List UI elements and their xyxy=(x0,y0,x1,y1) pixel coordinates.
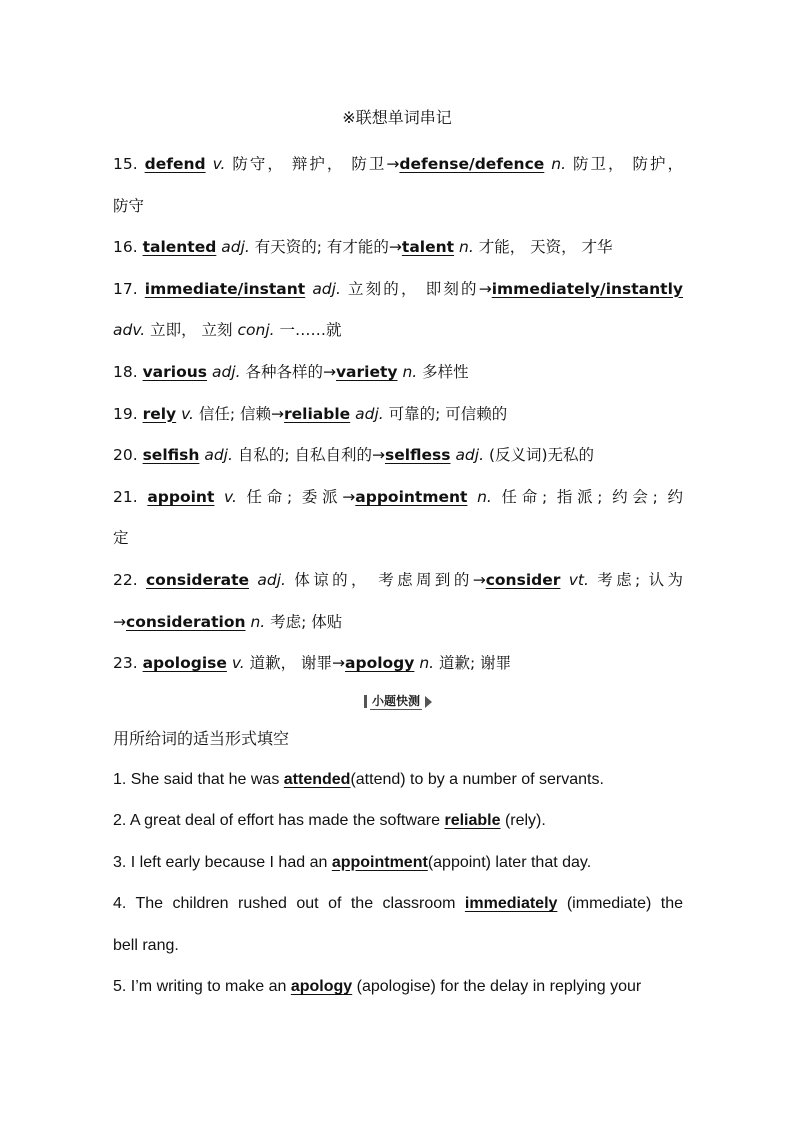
vocab-entry-line xyxy=(113,269,683,311)
part-of-speech: v. xyxy=(212,155,226,173)
answer-word: various xyxy=(142,362,208,381)
answer-word: talented xyxy=(142,238,217,257)
part-of-speech: n. xyxy=(402,362,418,381)
text-segment: 一……就 xyxy=(274,321,342,340)
answer-word: selfish xyxy=(142,446,200,465)
section-heading: ※联想单词串记 xyxy=(342,108,452,127)
part-of-speech: n. xyxy=(551,155,567,173)
answer-word: appointment xyxy=(331,853,428,871)
text-segment: 防守， 辩护， 防卫→ xyxy=(225,155,400,173)
part-of-speech: adj. xyxy=(312,279,341,298)
text-segment: 4. The children rushed out of the classroom xyxy=(113,895,465,913)
answer-word: consideration xyxy=(126,612,246,631)
text-segment: 23. xyxy=(113,654,143,673)
text-segment: 5. I’m writing to make an xyxy=(113,978,291,996)
text-segment: 才能， 天资， 才华 xyxy=(473,238,613,257)
vocab-entry xyxy=(113,435,683,477)
text-segment xyxy=(467,488,477,506)
vocab-entry xyxy=(113,394,683,436)
part-of-speech: v. xyxy=(181,404,194,423)
text-segment xyxy=(560,571,568,589)
text-segment: 考虑; 体贴 xyxy=(265,612,343,631)
exercise-item xyxy=(113,759,683,801)
text-segment: 体谅的， 考虑周到的→ xyxy=(285,570,486,589)
answer-word: appointment xyxy=(355,487,468,506)
vocab-entry-line xyxy=(113,643,683,685)
text-segment: 防守 xyxy=(113,196,145,215)
part-of-speech: conj. xyxy=(237,321,275,340)
text-segment: 立即， 立刻 xyxy=(145,321,238,340)
text-segment: (apologise) for the delay in replying your xyxy=(352,978,642,996)
part-of-speech: n. xyxy=(477,487,492,506)
exercise-item-line xyxy=(113,800,683,842)
vocab-entry xyxy=(113,144,683,227)
vocab-entry-line xyxy=(113,602,683,644)
part-of-speech: v. xyxy=(231,654,245,673)
vocab-entry xyxy=(113,269,683,352)
exercise-item xyxy=(113,883,683,966)
text-segment: 任命; 指派; 约会; 约 xyxy=(491,487,683,506)
part-of-speech: adj. xyxy=(221,238,250,257)
part-of-speech: adj. xyxy=(455,446,485,465)
vocab-entry-line xyxy=(113,435,683,477)
answer-word: attended xyxy=(283,770,351,788)
text-segment: 22. xyxy=(113,570,146,589)
text-segment: 20. xyxy=(113,446,143,465)
exercise-item-line xyxy=(113,925,683,967)
exercise-item xyxy=(113,966,683,1008)
text-segment: 立刻的， 即刻的→ xyxy=(340,279,492,298)
answer-word: rely xyxy=(142,404,177,423)
text-segment: (rely). xyxy=(500,812,546,830)
exercise-item xyxy=(113,842,683,884)
vocab-entry-line xyxy=(113,394,683,436)
text-segment: 21. xyxy=(113,487,148,506)
text-segment: 考虑; 认为 xyxy=(588,570,684,589)
quiz-badge-row xyxy=(113,685,683,719)
vocab-entry xyxy=(113,560,683,643)
vocab-entry-line xyxy=(113,227,683,269)
exercise-instruction: 用所给词的适当形式填空 xyxy=(113,728,290,748)
text-segment: 防卫， 防护， xyxy=(566,155,684,173)
answer-word: variety xyxy=(335,362,398,381)
text-segment: 3. I left early because I had an xyxy=(113,853,332,871)
part-of-speech: adj. xyxy=(257,570,286,589)
exercise-item xyxy=(113,800,683,842)
badge-arrow-icon xyxy=(425,696,432,708)
content-column xyxy=(113,144,683,1008)
part-of-speech: n. xyxy=(250,612,266,631)
part-of-speech: adj. xyxy=(355,404,384,423)
text-segment xyxy=(206,155,213,173)
answer-word: talent xyxy=(401,238,455,257)
text-segment: 任命; 委派→ xyxy=(236,487,356,506)
text-segment: 16. xyxy=(113,238,143,257)
vocab-entry-line xyxy=(113,477,683,519)
quiz-badge-label: 小题快测 xyxy=(371,693,420,708)
answer-word: defense/defence xyxy=(399,155,545,173)
answer-word: reliable xyxy=(444,812,501,830)
vocab-entry-line xyxy=(113,144,683,186)
quiz-badge xyxy=(364,694,432,710)
answer-word: considerate xyxy=(145,570,250,589)
text-segment: 17. xyxy=(113,279,145,298)
text-segment: 有天资的; 有才能的→ xyxy=(249,238,402,257)
text-segment: 19. xyxy=(113,404,143,423)
vocab-entry-line xyxy=(113,310,683,352)
part-of-speech: adj. xyxy=(204,446,233,465)
exercise-item-line xyxy=(113,883,683,925)
answer-word: immediately/instantly xyxy=(491,279,684,298)
vocab-entry-line xyxy=(113,186,683,228)
badge-bar-icon xyxy=(364,695,367,708)
answer-word: reliable xyxy=(284,404,351,423)
text-segment: 可靠的; 可信赖的 xyxy=(383,404,508,423)
part-of-speech: n. xyxy=(459,238,474,257)
answer-word: defend xyxy=(144,155,206,173)
exercise-item-line xyxy=(113,966,683,1008)
vocab-entry xyxy=(113,352,683,394)
part-of-speech: adj. xyxy=(211,362,241,381)
vocab-entry-line xyxy=(113,518,683,560)
vocab-list xyxy=(113,144,683,685)
text-segment: (appoint) later that day. xyxy=(427,853,592,871)
text-segment: 各种各样的→ xyxy=(240,362,336,381)
part-of-speech: adv. xyxy=(113,321,146,340)
exercise-item-line xyxy=(113,842,683,884)
answer-word: immediately xyxy=(464,895,558,913)
text-segment: 1. She said that he was xyxy=(113,770,284,788)
answer-word: apology xyxy=(345,654,415,673)
text-segment: 18. xyxy=(113,362,143,381)
vocab-entry-line xyxy=(113,560,683,602)
text-segment: (反义词)无私的 xyxy=(484,446,595,465)
text-segment: bell rang. xyxy=(113,936,179,954)
text-segment: 15. xyxy=(113,155,145,173)
text-segment: (immediate) the xyxy=(557,895,684,913)
answer-word: consider xyxy=(485,570,561,589)
text-segment: 2. A great deal of effort has made the software xyxy=(113,812,445,830)
exercise-list xyxy=(113,759,683,1008)
text-segment: 自私的; 自私自利的→ xyxy=(232,446,385,465)
part-of-speech: vt. xyxy=(568,570,589,589)
exercise-item-line xyxy=(113,759,683,801)
part-of-speech: v. xyxy=(224,487,237,506)
vocab-entry xyxy=(113,643,683,685)
answer-word: appoint xyxy=(147,487,215,506)
text-segment: 信任; 信赖→ xyxy=(193,404,285,423)
text-segment: 定 xyxy=(113,529,129,548)
answer-word: selfless xyxy=(384,446,451,465)
text-segment xyxy=(214,488,224,506)
answer-word: immediate/instant xyxy=(144,279,306,298)
answer-word: apology xyxy=(290,978,353,996)
text-segment: 道歉; 谢罪 xyxy=(434,654,512,673)
text-segment: (attend) to by a number of servants. xyxy=(350,770,604,788)
text-segment: 多样性 xyxy=(417,362,469,381)
vocab-entry-line xyxy=(113,352,683,394)
text-segment: → xyxy=(113,612,126,631)
text-segment: 道歉， 谢罪→ xyxy=(244,654,346,673)
vocab-entry xyxy=(113,227,683,269)
answer-word: apologise xyxy=(142,654,227,673)
vocab-entry xyxy=(113,477,683,560)
part-of-speech: n. xyxy=(419,654,435,673)
